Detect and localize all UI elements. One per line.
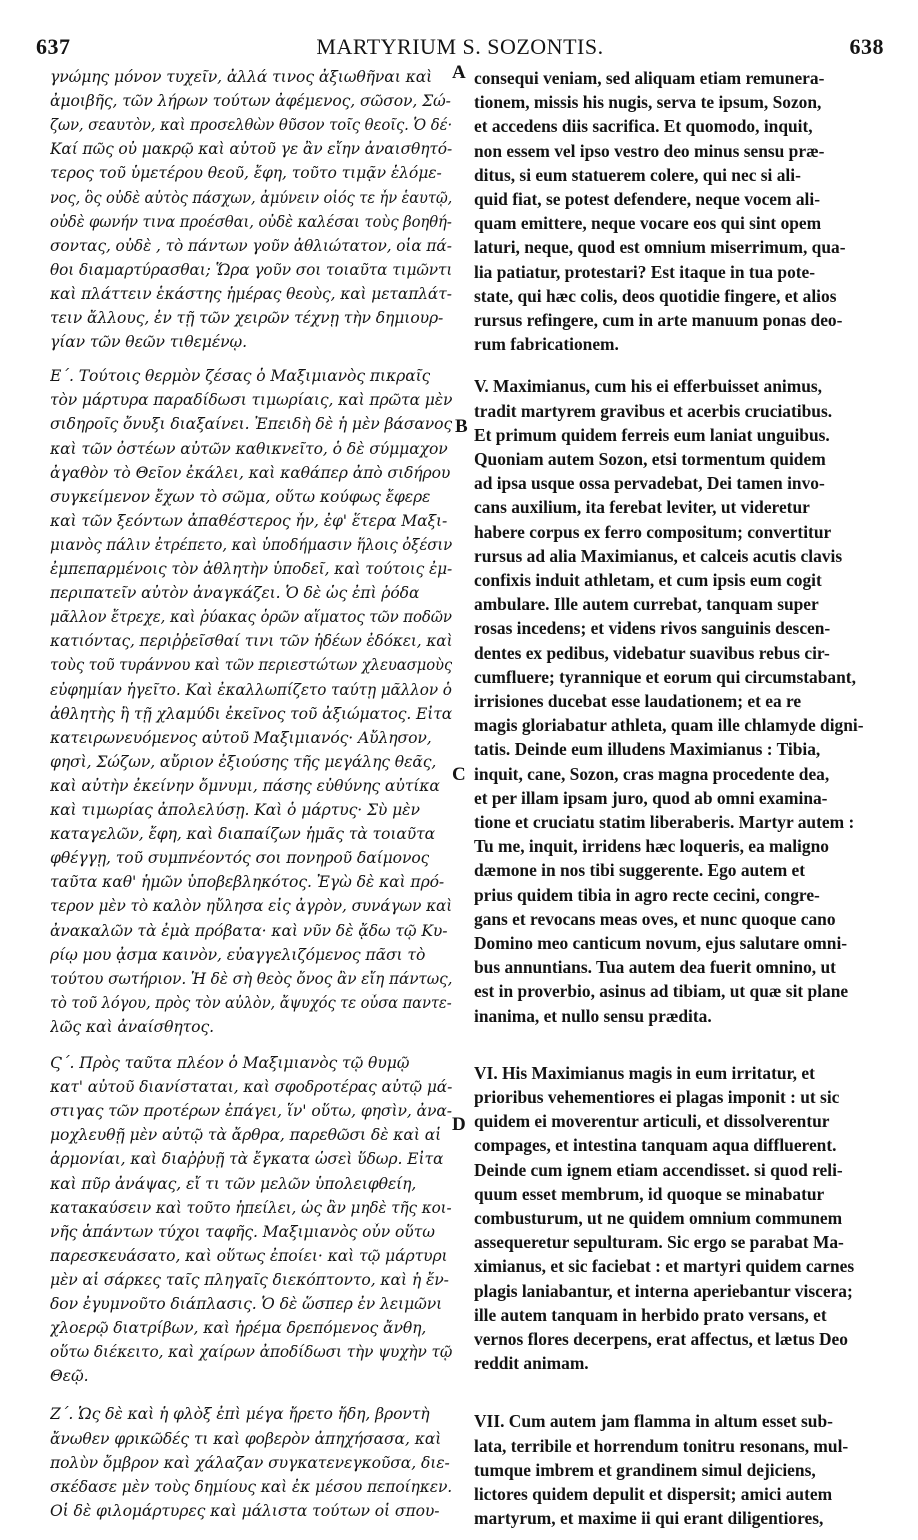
greek-text-line: Οἱ δὲ φιλομάρτυρες καὶ μάλιστα τούτων οἱ σπου- xyxy=(50,1501,440,1520)
greek-text-line: τούτου σωτήριον. Ἡ δὲ σὴ θεὸς ὄνος ἂν εἴη πάντως, xyxy=(50,969,453,988)
greek-text-line: ἄνωθεν φρικῶδές τι καὶ φοβερὸν ἀπηχήσασα, καὶ xyxy=(50,1429,442,1448)
section-marker-c: C xyxy=(452,764,466,785)
latin-text-line: habere corpus ex ferro compositum; convertitur xyxy=(474,521,832,542)
greek-text-line: χλοερῷ διατρίβων, καὶ ἠρέμα δρεπόμενος ἄνθη, xyxy=(50,1319,427,1338)
latin-text-line: magis gloriabatur athleta, quam ille chlamyde digni- xyxy=(474,715,864,736)
latin-text-line: rosas incedens; et videns rivos sanguinis descen- xyxy=(474,618,831,639)
latin-text-line: quid fiat, se potest defendere, neque vocem ali- xyxy=(474,189,821,209)
latin-text-line: lictores quidem depulit et dispersit; amici autem xyxy=(474,1484,833,1504)
latin-text-line: plagis laniabantur, et interna aperiebantur viscera; xyxy=(474,1280,853,1301)
latin-text-line: inquit, cane, Sozon, cras magna procedente dea, xyxy=(474,763,830,784)
latin-text-line: ximianus, et sic faciebat : et martyri quidem carnes xyxy=(474,1256,855,1277)
latin-text-line: et accedens diis sacrifica. Et quomodo, inquit, xyxy=(474,116,813,137)
latin-text-line: tionem, missis his nugis, serva te ipsum, Sozon, xyxy=(474,92,822,113)
greek-text-line: κατειρωνευόμενος αὐτοῦ Μαξιμιανός· Αὔλησον, xyxy=(50,728,432,747)
latin-text-line: non essem vel ipso vestro deo minus sensu præ- xyxy=(474,140,825,161)
latin-text-line: lata, terribile et horrendum tonitru resonans, mul- xyxy=(474,1435,849,1456)
greek-text-line: γνώμης μόνον τυχεῖν, ἀλλά τινος ἀξιωθῆναι καὶ xyxy=(50,68,433,86)
latin-text-line: tione et cruciatu statim liberaberis. Martyr autem : xyxy=(474,812,855,832)
latin-text-line: rum fabricationem. xyxy=(474,334,619,355)
greek-text-line: περιπατεῖν αὐτὸν ἀναγκάζει. Ὁ δὲ ὡς ἐπὶ ῥόδα xyxy=(50,584,420,603)
latin-text-line: et per illam ipsam juro, quod ab omni examina- xyxy=(474,787,828,808)
latin-text-line: laturi, neque, quod est omnium miserrimum, qua- xyxy=(474,237,846,258)
latin-text-line: Deinde cum ignem etiam accendisset. si quod reli- xyxy=(474,1159,843,1180)
latin-text-line: est in proverbio, asinus ad tibiam, ut quæ sit plane xyxy=(474,981,849,1002)
greek-text-line: Ε΄. Τούτοις θερμὸν ζέσας ὁ Μαξιμιανὸς πικραῖς xyxy=(50,367,431,386)
latin-text-line: Domino meo canticum novum, ejus salutare omni- xyxy=(474,933,848,953)
greek-text-line: συγκείμενον ἔχων τὸ σῶμα, οὕτω κούφως ἔφερε xyxy=(50,487,431,506)
latin-text-line: cans auxilium, ita ferebat leviter, ut videretur xyxy=(474,497,810,518)
right-page-number: 638 xyxy=(849,34,884,59)
greek-text-line: ἐμπεπαρμένοις τὸν ἀθλητὴν ὑποδεῖ, καὶ τούτοις ἐμ- xyxy=(50,560,453,578)
greek-text-line: καταγελῶν, ἔφη, καὶ διαπαίζων ἡμᾶς τὰ τοιαῦτα xyxy=(50,825,436,844)
latin-text-line: VII. Cum autem jam flamma in altum esset sub- xyxy=(474,1411,833,1432)
greek-text-line: Καί πῶς οὐ μακρῷ καὶ αὐτοῦ γε ἂν εἴην ἀναισθητό- xyxy=(50,140,453,159)
greek-text-line: σιδηροῖς ὄνυξι διαξαίνει. Ἐπειδὴ δὲ ἡ μὲν βάσανος xyxy=(50,415,453,434)
greek-text-line: μοχλευθῇ μὲν αὐτῷ τὰ ἄρθρα, παρεθῶσι δὲ καὶ αἱ xyxy=(50,1126,442,1145)
latin-text-line: rursus ad alia Maximianus, et calceis acutis clavis xyxy=(474,545,843,566)
latin-text-line: ditus, si eum statuerem colere, qui nec si ali- xyxy=(474,164,801,185)
greek-text-line: τὸ τοῦ λόγου, πρὸς τὸν αὐλὸν, ἄψυχός τε οὖσα παντε- xyxy=(50,993,452,1012)
latin-text-line: ille autem tanquam in herbido prato versans, et xyxy=(474,1304,827,1325)
greek-text-line: σκέδασε μὲν τοὺς δημίους καὶ ἐκ μέσου πεποίηκεν. xyxy=(50,1477,453,1496)
latin-text-line: rursus refingere, cum in arte manuum ponas deo- xyxy=(474,310,843,330)
latin-text-line: lia patiatur, protestari? Est itaque in tua pote- xyxy=(474,261,816,282)
latin-text-line: state, qui hæc colis, deos quotidie fingere, et alios xyxy=(474,285,837,306)
latin-text-line: reddit animam. xyxy=(474,1353,589,1374)
latin-text-line: combusturum, ut ne quidem omnium communem xyxy=(474,1208,843,1228)
greek-text-line: κατ' αὐτοῦ διανίσταται, καὶ σφοδροτέρας αὐτῷ μά- xyxy=(50,1078,453,1097)
greek-text-line: παρεσκευάσατο, καὶ οὕτως ἐποίει· καὶ τῷ μάρτυρι xyxy=(50,1246,448,1265)
latin-text-line: cumfluere; tyrannique et eorum qui circumstabant, xyxy=(474,666,856,687)
greek-text-line: φθέγγῃ, τοῦ συμπνέοντός σοι πονηροῦ δαίμονος xyxy=(50,849,430,868)
greek-text-line: μᾶλλον ἔτρεχε, καὶ ῥύακας ὁρῶν αἵματος τῶν ποδῶν xyxy=(50,608,452,627)
greek-text-line: Θεῷ. xyxy=(50,1367,89,1386)
latin-text-line: ad ipsa usque ossa pervadebat, Dei tamen invo- xyxy=(474,473,825,494)
latin-text-line: martyrum, et maxime ii qui erant diligentiores, xyxy=(474,1508,824,1529)
greek-text-line: καὶ τῶν ξεόντων ἀπαθέστερος ἦν, ἐφ' ἕτερα Μαξι- xyxy=(50,511,448,530)
greek-text-line: καὶ πλάττειν ἑκάστης ἡμέρας θεοὺς, καὶ μεταπλάτ- xyxy=(50,284,452,303)
latin-text-line: tradit martyrem gravibus et acerbis cruciatibus. xyxy=(474,400,833,421)
latin-text-line: Et primum quidem ferreis eum laniat unguibus. xyxy=(474,424,830,445)
greek-text-line: καὶ τιμωρίας ἀπολελύσῃ. Καὶ ὁ μάρτυς· Σὺ μὲν xyxy=(50,801,420,819)
running-header xyxy=(36,34,884,64)
greek-text-line: ἁρμονίαι, καὶ διαῤῥυῇ τὰ ἔγκατα ὡσεὶ ὕδωρ. Εἶτα xyxy=(50,1150,444,1169)
latin-text-line: quam emittere, neque vocare eos qui sint opem xyxy=(474,213,822,234)
greek-text-line: τὸν μάρτυρα παραδίδωσι τιμωρίαις, καὶ πρῶτα μὲν xyxy=(50,391,453,410)
greek-text-line: πολὺν ὄμβρον καὶ χάλαζαν συγκατενεγκοῦσα, διε- xyxy=(50,1453,450,1472)
latin-text-line: confixis induit athletam, et cum ipsis eum cogit xyxy=(474,570,822,590)
greek-text-line: ἀγαθὸν τὸ Θεῖον ἐκάλει, καὶ καθάπερ ἀπὸ σιδήρου xyxy=(50,463,451,482)
greek-text-line: ζων, σεαυτὸν, καὶ προσελθὼν θῦσον τοῖς θεοῖς. Ὁ δέ· xyxy=(50,116,453,135)
greek-text-line: κατακαύσειν καὶ τοῦτο ἠπείλει, ὡς ἂν μηδὲ τῆς κοι- xyxy=(50,1198,452,1217)
latin-text-line: dæmone in nos tibi suggerente. Ego autem et xyxy=(474,860,806,881)
latin-text-line: prius quidem tibia in agro recte cecini, congre- xyxy=(474,884,820,905)
latin-text-line: tatis. Deinde eum illudens Maximianus : Tibia, xyxy=(474,739,821,760)
running-title: MARTYRIUM S. SOZONTIS. xyxy=(316,34,604,59)
greek-text-line: φησὶ, Σώζων, αὔριον ἐξιούσης τῆς μεγάλης θεᾶς, xyxy=(50,752,437,771)
greek-text-line: ταῦτα καθ' ἡμῶν ὑποβεβληκότος. Ἐγὼ δὲ καὶ πρό- xyxy=(50,873,445,892)
latin-text-line: prioribus vehementiores ei plagas imponit : ut sic xyxy=(474,1087,840,1107)
greek-text-line: ρίῳ μου ᾆσμα καινὸν, εὐαγγελιζόμενος πᾶσι τὸ xyxy=(50,945,426,964)
greek-text-line: ἀνακαλῶν τὰ ἐμὰ πρόβατα· καὶ νῦν δὲ ᾄδω τῷ Κυ- xyxy=(50,921,448,940)
greek-text-line: καὶ τῶν ὀστέων αὐτῶν καθικνεῖτο, ὁ δὲ σύμμαχον xyxy=(50,439,448,458)
greek-text-line: νῆς ἁπάντων τύχοι ταφῆς. Μαξιμιανὸς οὖν οὕτω xyxy=(50,1222,435,1241)
latin-text-line: vernos flores decerpens, erat affectus, et lætus Deo xyxy=(474,1329,848,1349)
greek-text-line: τοὺς τοῦ τυράννου καὶ τῶν περιεστώτων χλευασμοὺς xyxy=(50,656,453,675)
latin-text-line: gans et revocans meas oves, et nunc quoque cano xyxy=(474,908,836,929)
latin-text-line: V. Maximianus, cum his ei efferbuisset animus, xyxy=(474,376,822,397)
greek-text-line: σοντας, οὐδὲ , τὸ πάντων γοῦν ἀθλιώτατον, οἷα πά- xyxy=(50,236,452,255)
latin-text-line: assequeretur sepulturam. Sic ergo se parabat Ma- xyxy=(474,1232,844,1253)
greek-text-line: κατιόντας, περιῤῥεῖσθαί τινι τῶν ἡδέων ἐδόκει, καὶ xyxy=(50,632,453,651)
latin-text-line: quum esset membrum, id quoque se minabatur xyxy=(474,1183,825,1204)
latin-text-line: tumque imbrem et grandinem simul dejiciens, xyxy=(474,1459,816,1480)
latin-text-line: ambulare. Ille autem currebat, tanquam super xyxy=(474,594,819,615)
greek-text-line: οὐδὲ φωνήν τινα προέσθαι, οὐδὲ καλέσαι τοὺς βοηθή- xyxy=(50,212,452,231)
greek-text-line: Ζ΄. Ὡς δὲ καὶ ἡ φλὸξ ἐπὶ μέγα ἤρετο ἤδη, βροντὴ xyxy=(50,1405,430,1424)
latin-text-line: compages, et intestina tanquam aqua diffluerent. xyxy=(474,1135,837,1156)
latin-text-line: Tu me, inquit, irridens hæc loqueris, ea maligno xyxy=(474,836,829,857)
greek-text-line: οὕτω διέκειτο, καὶ χαίρων ἀποδίδωσι τὴν ψυχὴν τῷ xyxy=(50,1343,453,1362)
section-marker-b: B xyxy=(455,416,468,437)
greek-text-line: ἀθλητὴς ἢ τῇ χλαμύδι ἐκεῖνος τοῦ ἀξιώματος. Εἶτα xyxy=(50,704,453,723)
greek-text-line: ἀμοιβῆς, τῶν λήρων τούτων ἀφέμενος, σῶσον, Σώ- xyxy=(50,92,451,111)
latin-text-line: VI. His Maximianus magis in eum irritatur, et xyxy=(474,1062,815,1083)
greek-text-line: μὲν αἱ σάρκες ταῖς πληγαῖς διεκόπτοντο, καὶ ἡ ἔν- xyxy=(50,1270,449,1289)
section-marker-d: D xyxy=(452,1114,466,1135)
greek-text-line: τερον μὲν τὸ καλὸν ηὔλησα εἰς ἀγρὸν, συνάγων καὶ xyxy=(50,897,453,916)
latin-text-line: dentes ex pedibus, videbatur suavibus rebus cir- xyxy=(474,642,830,663)
greek-text-line: θοι διαμαρτύρασθαι; Ὥρα γοῦν σοι τοιαῦτα τιμῶντι xyxy=(50,260,453,279)
greek-text-line: Ϛ΄. Πρὸς ταῦτα πλέον ὁ Μαξιμιανὸς τῷ θυμῷ xyxy=(50,1054,410,1072)
greek-text-line: μιανὸς πάλιν ἐτρέπετο, καὶ ὑποδήμασιν ἥλοις ὀξέσιν xyxy=(50,535,453,554)
greek-text-line: καὶ πῦρ ἀνάψας, εἴ τι τῶν μελῶν ὑπολειφθείη, xyxy=(50,1174,417,1193)
greek-text-line: τειν ἄλλους, ἐν τῇ τῶν χειρῶν τέχνῃ τὴν δημιουρ- xyxy=(50,309,444,327)
greek-text-line: νος, ὃς οὐδὲ αὐτὸς πάσχων, ἀμύνειν οἷός τε ἦν ἑαυτῷ, xyxy=(50,188,453,207)
greek-text-line: καὶ αὐτὴν ἐκείνην ὄμνυμι, πάσης εὐθύνης αὐτίκα xyxy=(50,776,440,795)
latin-text-line: irrisiones ducebat esse laudationem; et ea re xyxy=(474,691,802,711)
latin-text-line: quidem ei moverentur articuli, et dissolverentur xyxy=(474,1111,830,1132)
greek-text-line: εὐφημίαν ἡγεῖτο. Καὶ ἐκαλλωπίζετο ταύτῃ μᾶλλον ὁ xyxy=(50,680,452,699)
greek-text-line: δον ἐγυμνοῦτο διάπλασις. Ὁ δὲ ὥσπερ ἐν λειμῶνι xyxy=(50,1295,443,1313)
greek-text-line: λῶς καὶ ἀναίσθητος. xyxy=(50,1017,214,1036)
greek-text-line: τερος τοῦ ὑμετέρου θεοῦ, ἔφη, τοῦτο τιμᾷν ἑλόμε- xyxy=(50,164,442,183)
latin-text-line: inanima, et nullo sensu prædita. xyxy=(474,1005,712,1026)
latin-text-line: consequi veniam, sed aliquam etiam remunera- xyxy=(474,68,825,88)
latin-text-line: bus annuntians. Tua autem dea fuerit omnino, ut xyxy=(474,957,836,978)
section-marker-a: A xyxy=(452,62,466,83)
latin-text-line: Quoniam autem Sozon, etsi tormentum quidem xyxy=(474,449,826,469)
left-page-number: 637 xyxy=(36,34,71,59)
greek-text-line: γίαν τῶν θεῶν τιθεμένῳ. xyxy=(50,333,247,352)
greek-text-line: στιγας τῶν προτέρων ἐπάγει, ἵν' οὕτω, φησὶν, ἀνα- xyxy=(50,1102,452,1121)
